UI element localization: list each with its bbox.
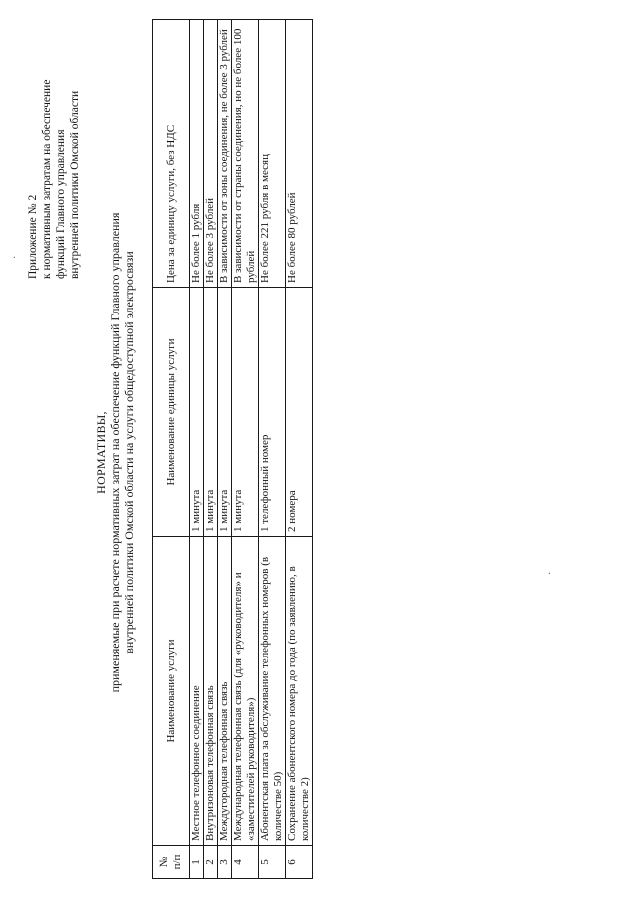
table-row [190,20,204,879]
scan-speck: · [545,571,556,575]
row-number: 6 [286,846,313,879]
row-number: 3 [218,846,232,879]
row-number: 1 [190,846,204,879]
row-service: Внутризоновая телефонная связь [204,537,218,846]
row-price: Не более 221 рубля в месяц [259,20,286,288]
appendix-line: Приложение № 2 [27,194,39,279]
row-number: 4 [232,846,259,879]
row-unit: 1 минута [190,288,204,537]
document-subtitle-line: внутренней политики Омской области на услуги общедоступной электросвязи [122,251,136,654]
row-price: Не более 80 рублей [286,20,313,288]
document-heading [94,0,136,905]
document-title: НОРМАТИВЫ, [94,411,108,494]
header-number: № п/п [153,846,190,879]
row-unit: 1 минута [218,288,232,537]
norms-table [152,19,313,879]
row-price: Не более 3 рублей [204,20,218,288]
table-row [286,20,313,879]
appendix-header [26,39,82,279]
table-header-row [153,20,190,879]
row-service: Международная телефонная связь (для «руководителя» и «заместителей руководителя») [232,537,259,846]
header-unit-name: Наименование единицы услуги [153,288,190,537]
header-unit-price: Цена за единицу услуги, без НДС [153,20,190,288]
row-number: 2 [204,846,218,879]
header-service-name: Наименование услуги [153,537,190,846]
row-unit: 1 минута [232,288,259,537]
row-price: В зависимости от зоны соединения, не более 3 рублей [218,20,232,288]
row-unit: 1 телефонный номер [259,288,286,537]
table-row [232,20,259,879]
appendix-line: к нормативным затратам на обеспечение [41,79,53,279]
row-unit: 2 номера [286,288,313,537]
table-row [259,20,286,879]
table-row [204,20,218,879]
row-number: 5 [259,846,286,879]
table-row [218,20,232,879]
row-price: В зависимости от страны соединения, но не более 100 рублей [232,20,259,288]
row-service: Междугородная телефонная связь [218,537,232,846]
row-service: Абонентская плата за обслуживание телефонных номеров (в количестве 50) [259,537,286,846]
scan-speck: · [10,255,21,259]
appendix-line: функций Главного управления [55,129,67,279]
document-subtitle-line: применяемые при расчете нормативных затрат на обеспечение функций Главного управления [108,212,122,693]
row-service: Сохранение абонентского номера до года (по заявлению, в количестве 2) [286,537,313,846]
appendix-line: внутренней политики Омской области [69,90,81,279]
row-price: Не более 1 рубля [190,20,204,288]
row-unit: 1 минута [204,288,218,537]
row-service: Местное телефонное соединение [190,537,204,846]
